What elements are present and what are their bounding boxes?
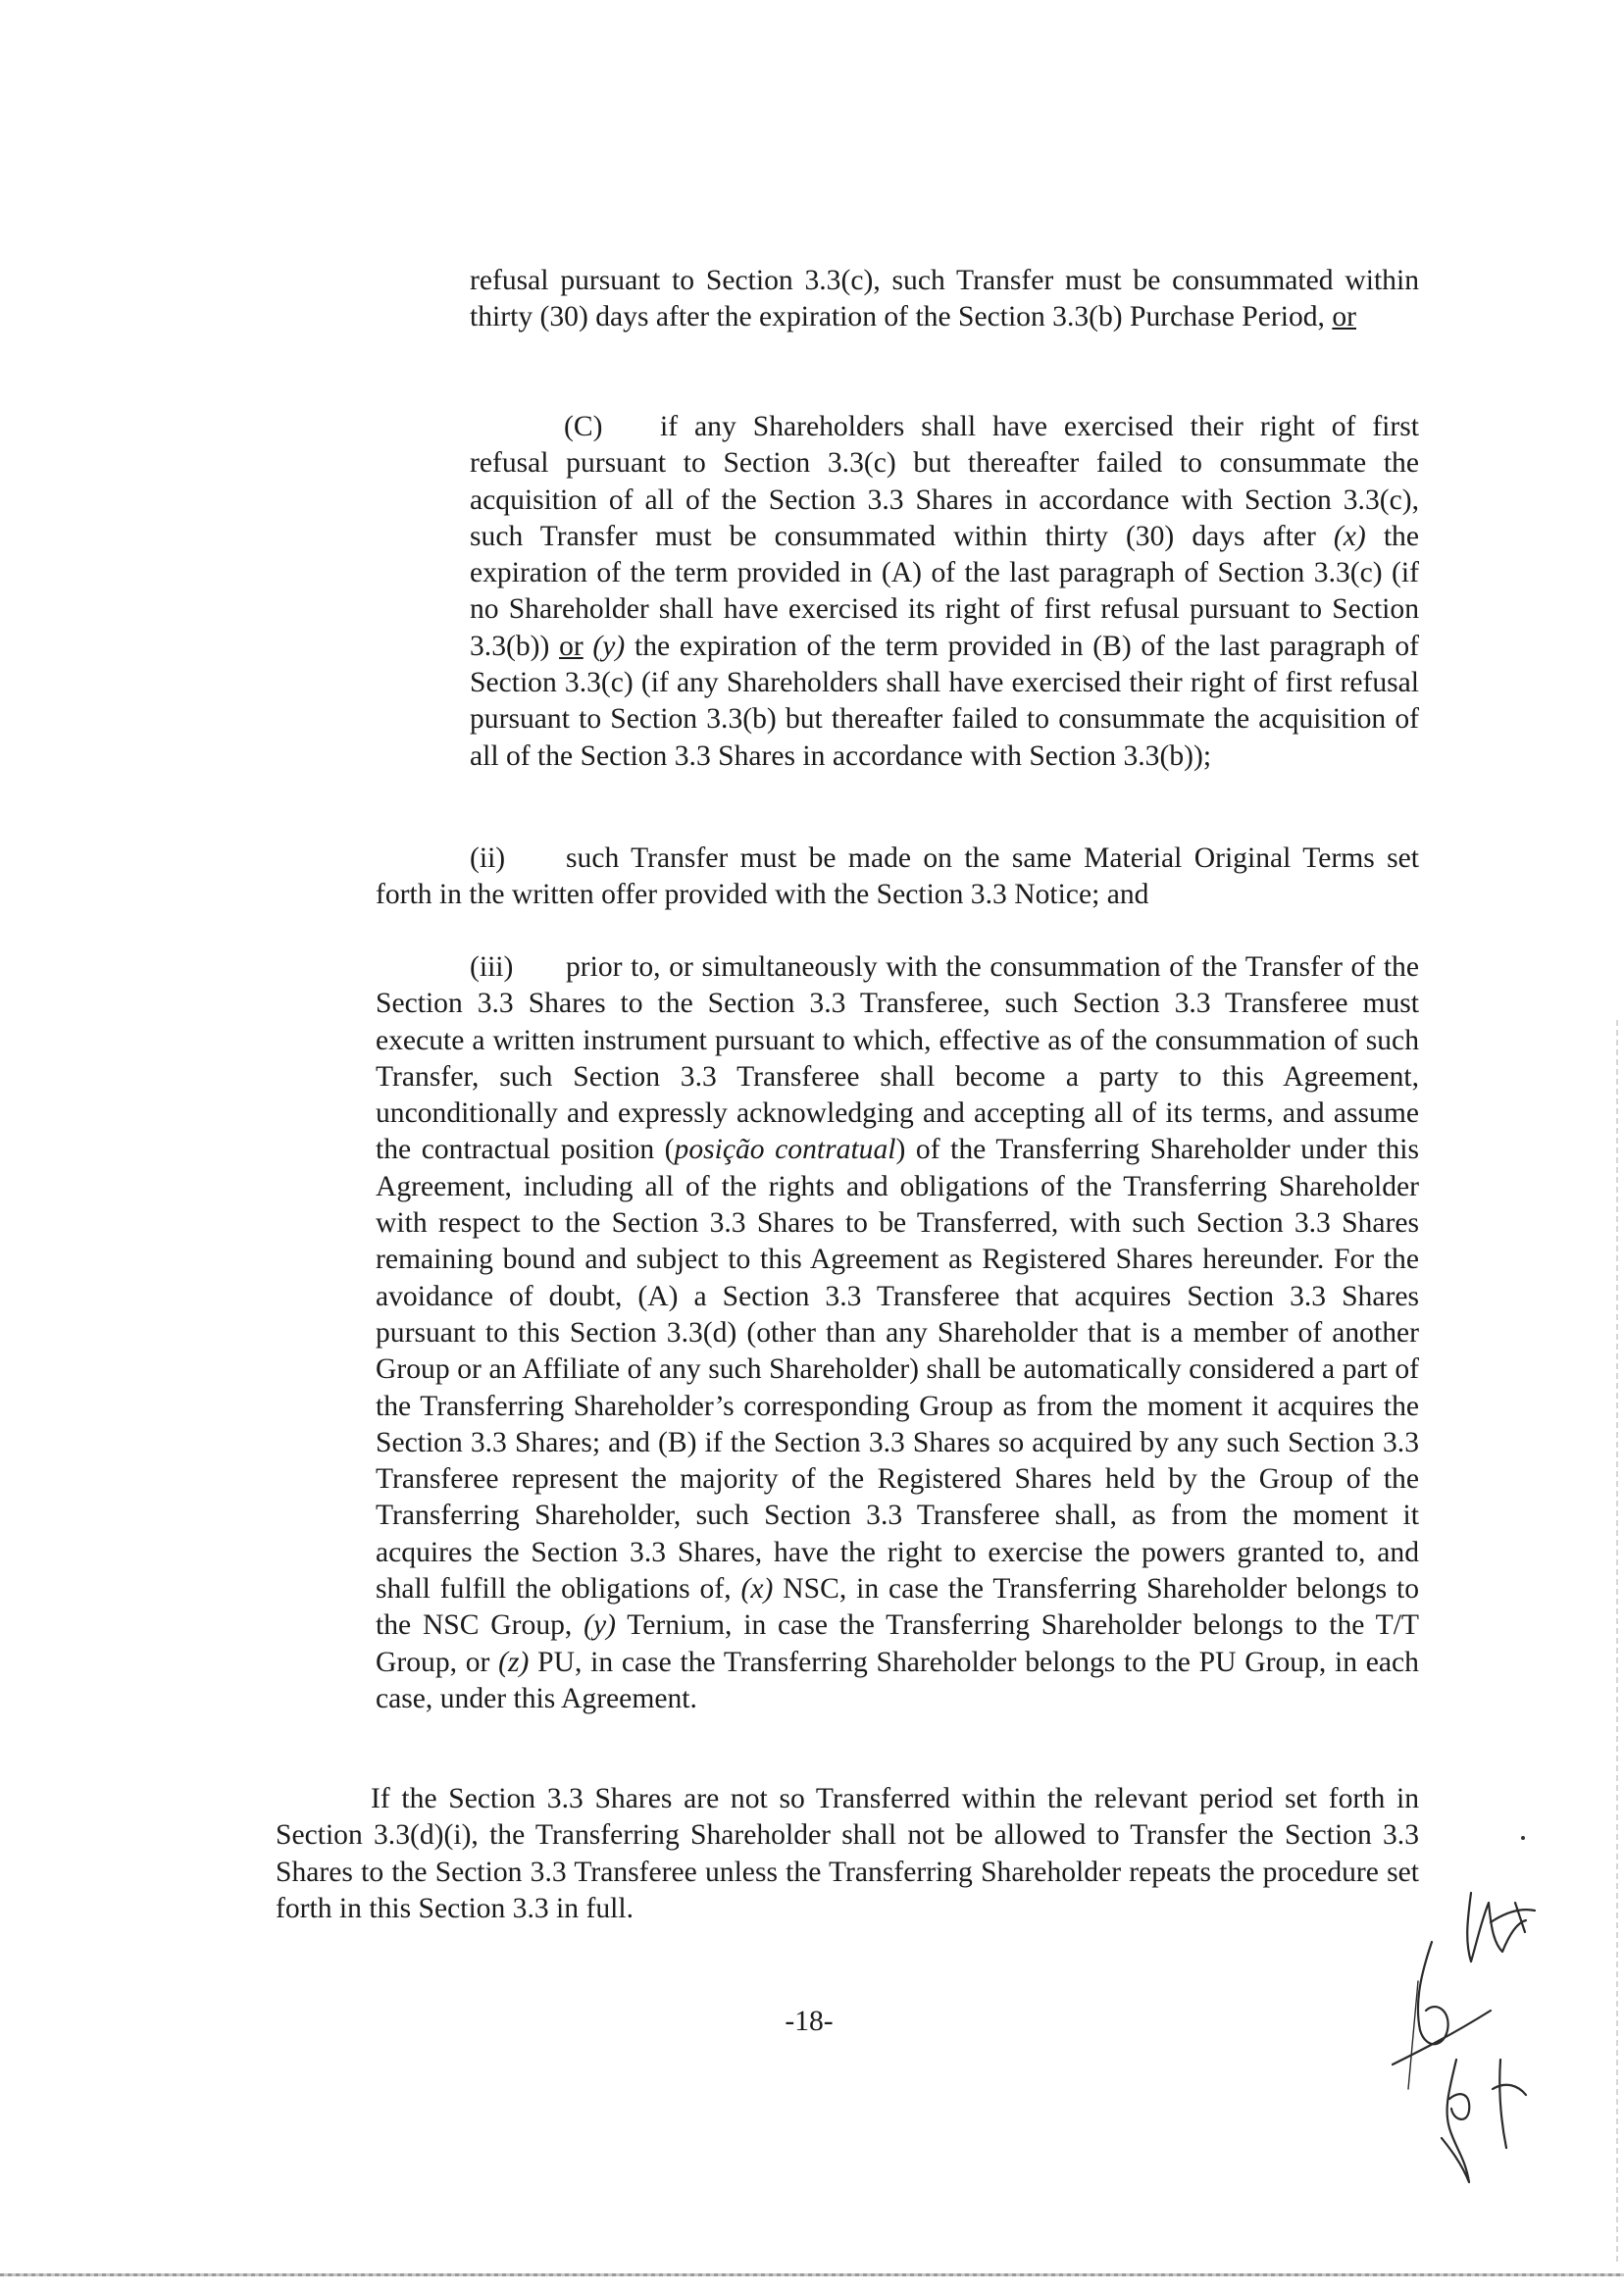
speck-mark (1521, 1836, 1525, 1840)
paragraph-text: NSC, in case the Transferring Shareholder belongs to the NSC Group, (376, 1573, 1420, 1642)
paragraph-text: the expiration of the term provided in (A) of the last paragraph of Section 3.3(c) (if no Shareholder shall have exercised its right of first refusal pursuant to Section 3.3(b)) (470, 520, 1419, 662)
paragraph-text: If the Section 3.3 Shares are not so Transferred within the relevant period set forth in Section 3.3(d)(i), the Transferring Shareholder shall not be allowed to Transfer the Section 3.3 Shares to the Section 3.3 Transferee unless the Transferring Shareholder repeats the procedure set forth in this Section 3.3 in full. (276, 1783, 1419, 1924)
enum-y: (y) (584, 1609, 616, 1642)
page-number: -18- (785, 2006, 834, 2037)
italic-term: posição contratual (674, 1134, 896, 1166)
enum-label-ii: (ii) (470, 842, 506, 874)
initials-signature-icon (1334, 1863, 1559, 2197)
paragraph-text: Ternium, in case the Transferring Shareholder belongs to the T/T Group, or (376, 1609, 1419, 1678)
enum-y: (y) (592, 630, 626, 662)
paragraph-final (276, 1781, 1419, 1927)
enum-z: (z) (498, 1646, 530, 1678)
scan-edge-bottom (0, 2273, 1624, 2276)
paragraph-text: if any Shareholders shall have exercised their right of first refusal pursuant to Section 3.3(c) but thereafter failed to consummate the acquisition of all of the Section 3.3 Shares in accordance with Section 3.3(c), such Transfer must be consummated within thirty (30) days after (470, 411, 1419, 552)
paragraph-iii (376, 949, 1419, 1717)
paragraph-text: prior to, or simultaneously with the consummation of the Transfer of the Section 3.3 Shares to the Section 3.3 Transferee, such Section 3.3 Transferee must execute a written instrument pursuant to which, effective as of the consummation of such Transfer, such Section 3.3 Transferee shall become a party to this Agreement, unconditionally and expressly acknowledging and accepting all of its terms, and assume the contractual position ( (376, 951, 1419, 1166)
paragraph-text: refusal pursuant to Section 3.3(c), such Transfer must be consummated within thirty (30) days after the expiration of the Section 3.3(b) Purchase Period, (470, 265, 1419, 333)
paragraph-continuation (470, 263, 1419, 336)
scan-edge-right (1616, 1020, 1618, 2266)
paragraph-text: such Transfer must be made on the same Material Original Terms set forth in the written offer provided with the Section 3.3 Notice; and (376, 842, 1419, 911)
paragraph-text: the expiration of the term provided in (B) of the last paragraph of Section 3.3(c) (if any Shareholders shall have exercised their right of first refusal pursuant to Section 3.3(b) but thereafter failed to consummate the acquisition of all of the Section 3.3 Shares in accordance with Section 3.3(b)); (470, 630, 1419, 772)
or-underlined: or (1332, 301, 1357, 333)
paragraph-ii (376, 841, 1419, 914)
paragraph-C (470, 409, 1419, 775)
enum-label-C: (C) (564, 411, 603, 442)
enum-x: (x) (1333, 520, 1366, 552)
or-underlined: or (559, 630, 584, 662)
paragraph-text: ) of the Transferring Shareholder under this Agreement, including all of the rights and obligations of the Transferring Shareholder with respect to the Section 3.3 Shares to be Transferred, with such Section 3.3 Shares remaining bound and subject to this Agreement as Registered Shares hereunder. For the avoidance of doubt, (A) a Section 3.3 Transferee that acquires Section 3.3 Shares pursuant to this Section 3.3(d) (other than any Shareholder that is a member of another Group or an Affiliate of any such Shareholder) shall be automatically considered a part of the Transferring Shareholder’s corresponding Group as from the moment it acquires the Section 3.3 Shares; and (B) if the Section 3.3 Shares so acquired by any such Section 3.3 Transferee represent the majority of the Registered Shares held by the Group of the Transferring Shareholder, such Section 3.3 Transferee shall, as from the moment it acquires the Section 3.3 Shares, have the right to exercise the powers granted to, and shall fulfill the obligations of, (376, 1134, 1420, 1606)
paragraph-text: PU, in case the Transferring Shareholder belongs to the PU Group, in each case, under this Agreement. (376, 1646, 1419, 1714)
enum-x: (x) (740, 1573, 774, 1606)
enum-label-iii: (iii) (470, 951, 514, 983)
